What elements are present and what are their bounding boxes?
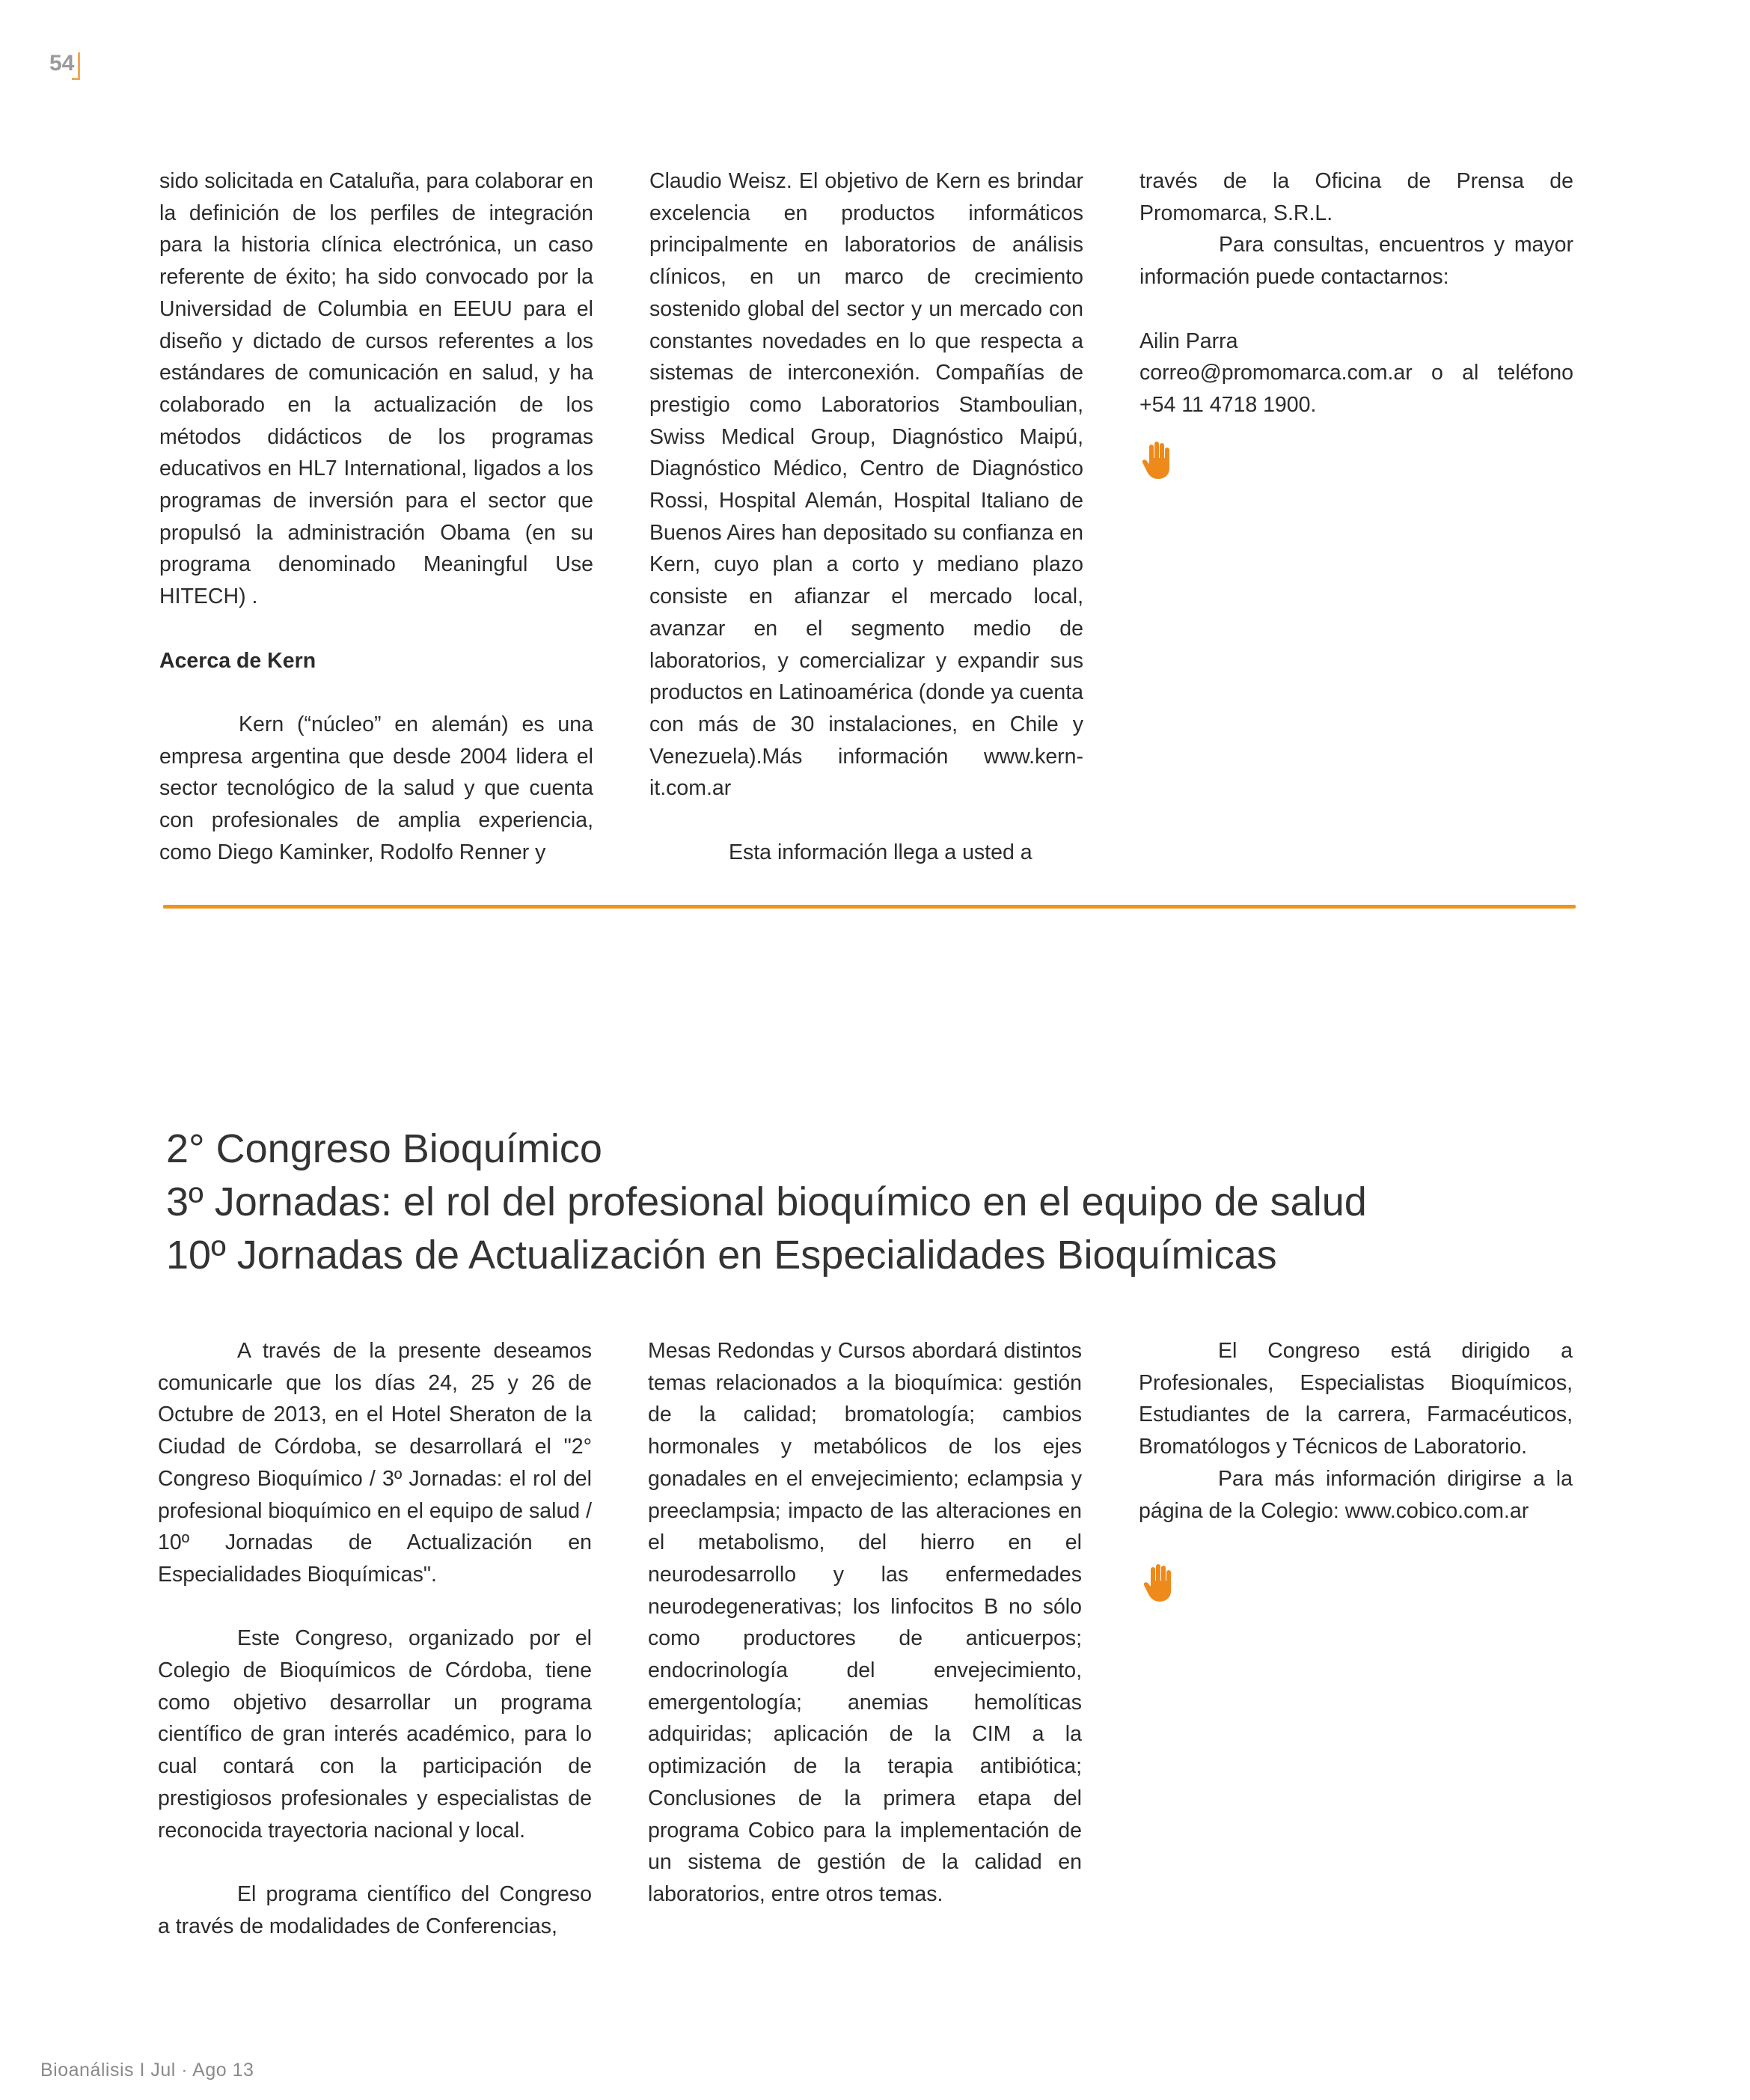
paragraph: Para consultas, encuentros y mayor información puede contactarnos: (1139, 233, 1573, 290)
contact-details: correo@promomarca.com.ar o al teléfono +54 11 4718 1900. (1139, 361, 1573, 417)
article-bottom-column-2 (648, 1335, 1082, 1911)
paragraph: través de la Oficina de Prensa de Promomarca, S.R.L. (1139, 169, 1573, 225)
article-top-column-1 (159, 165, 593, 868)
paragraph: El Congreso está dirigido a Profesionales, Especialistas Bioquímicos, Estudiantes de la carrera, Farmacéuticos, Bromatólogos y Técnicos de Laboratorio. (1139, 1339, 1573, 1459)
article-top-column-3 (1139, 165, 1573, 421)
paragraph: Mesas Redondas y Cursos abordará distintos temas relacionados a la bioquímica: gestión de la calidad; bromatología; cambios hormonales y metabólicos de los ejes gonadales en el envejecimiento; eclampsia y preeclampsia; impacto de las alteraciones en el metabolismo, del hierro en el neurodesarrollo y las enfermedades neurodegenerativas; los linfocitos B no sólo como productores de anticuerpos; endocrinología del envejecimiento, emergentología; anemias hemolíticas adquiridas; aplicación de la CIM a la optimización de la terapia antibiótica; Conclusiones de la primera etapa del programa Cobico para la implementación de un sistema de gestión de la calidad en laboratorios, entre otros temas. (648, 1339, 1082, 1906)
article-title-line-2: 3º Jornadas: el rol del profesional bioquímico en el equipo de salud (166, 1179, 1367, 1224)
raised-hand-icon (1140, 440, 1175, 480)
section-heading: Acerca de Kern (159, 648, 316, 673)
article-title-line-1: 2° Congreso Bioquímico (166, 1126, 602, 1171)
page-number: 54 (49, 51, 75, 76)
paragraph: Esta información llega a usted a (729, 840, 1032, 864)
article-bottom-column-1 (158, 1335, 592, 1942)
paragraph: El programa científico del Congreso a través de modalidades de Conferencias, (158, 1881, 592, 1938)
paragraph: Para más información dirigirse a la página de la Colegio: www.cobico.com.ar (1139, 1466, 1573, 1523)
section-divider (163, 905, 1576, 909)
paragraph: A través de la presente deseamos comunicarle que los días 24, 25 y 26 de Octubre de 2013, en el Hotel Sheraton de la Ciudad de Córdoba, se desarrollará el "2° Congreso Bioquímico / 3º Jornadas: el rol del profesional bioquímico en el equipo de salud / 10º Jornadas de Actualización en Especialidades Bioquímicas". (158, 1339, 592, 1587)
article-bottom-column-3 (1139, 1335, 1573, 1527)
page-footer: Bioanálisis I Jul · Ago 13 (40, 2060, 254, 2081)
paragraph: sido solicitada en Cataluña, para colaborar en la definición de los perfiles de integración para la historia clínica electrónica, un caso referente de éxito; ha sido convocado por la Universidad de Columbia en EEUU para el diseño y dictado de cursos referentes a los estándares de comunicación en salud, y ha colaborado en la actualización de los métodos didácticos de los programas educativos en HL7 International, ligados a los programas de inversión para el sector que propulsó la administración Obama (en su programa denominado Meaningful Use HITECH) . (159, 169, 593, 609)
article-top-column-2 (649, 165, 1083, 868)
article-title-line-3: 10º Jornadas de Actualización en Especialidades Bioquímicas (166, 1233, 1277, 1278)
paragraph: Kern (“núcleo” en alemán) es una empresa argentina que desde 2004 lidera el sector tecnológico de la salud y que cuenta con profesionales de amplia experiencia, como Diego Kaminker, Rodolfo Renner y (159, 712, 593, 864)
contact-name: Ailin Parra (1139, 329, 1238, 353)
paragraph: Este Congreso, organizado por el Colegio de Bioquímicos de Córdoba, tiene como objetivo desarrollar un programa científico de gran interés académico, para lo cual contará con la participación de prestigiosos profesionales y especialistas de reconocida trayectoria nacional y local. (158, 1626, 592, 1843)
page-number-corner-mark (72, 52, 80, 80)
article-title (166, 1123, 1588, 1282)
paragraph: Claudio Weisz. El objetivo de Kern es brindar excelencia en productos informáticos principalmente en laboratorios de análisis clínicos, en un marco de crecimiento sostenido global del sector y un mercado con constantes novedades en lo que respecta a sistemas de interconexión. Compañías de prestigio como Laboratorios Stamboulian, Swiss Medical Group, Diagnóstico Maipú, Diagnóstico Médico, Centro de Diagnóstico Rossi, Hospital Alemán, Hospital Italiano de Buenos Aires han depositado su confianza en Kern, cuyo plan a corto y mediano plazo consiste en afianzar el mercado local, avanzar en el segmento medio de laboratorios, y comercializar y expandir sus productos en Latinoamérica (donde ya cuenta con más de 30 instalaciones, en Chile y Venezuela).Más información www.kern-it.com.ar (649, 169, 1083, 801)
raised-hand-icon (1142, 1563, 1176, 1603)
